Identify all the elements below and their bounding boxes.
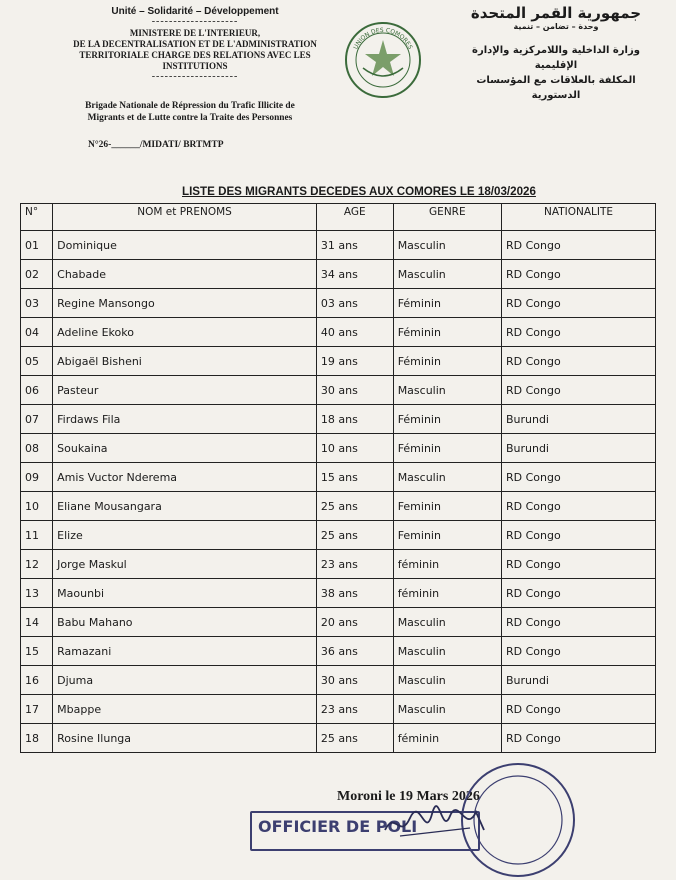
header-gender: GENRE — [393, 204, 501, 231]
ministry-name — [60, 28, 330, 72]
arabic-ministry-line: الدستورية — [531, 90, 581, 101]
row-gender: Masculin — [393, 608, 501, 637]
row-nationality: RD Congo — [501, 521, 655, 550]
row-age: 25 ans — [316, 724, 393, 753]
row-age: 23 ans — [316, 695, 393, 724]
table-row — [21, 579, 656, 608]
row-nationality: RD Congo — [501, 492, 655, 521]
row-nationality: RD Congo — [501, 724, 655, 753]
row-age: 25 ans — [316, 492, 393, 521]
row-age: 25 ans — [316, 521, 393, 550]
table-row — [21, 260, 656, 289]
row-nationality: RD Congo — [501, 695, 655, 724]
arabic-ministry-line: المكلفة بالعلاقات مع المؤسسات — [476, 75, 636, 86]
row-number: 12 — [21, 550, 53, 579]
row-nationality: RD Congo — [501, 376, 655, 405]
seal-text: UNION DES COMORES — [352, 26, 414, 51]
row-age: 18 ans — [316, 405, 393, 434]
ministry-line: TERRITORIALE CHARGE DES RELATIONS AVEC LES — [79, 50, 311, 60]
table-row — [21, 724, 656, 753]
row-number: 13 — [21, 579, 53, 608]
table-row — [21, 289, 656, 318]
row-gender: féminin — [393, 724, 501, 753]
row-name: Mbappe — [53, 695, 317, 724]
row-number: 08 — [21, 434, 53, 463]
table-row — [21, 347, 656, 376]
arabic-motto: وحدة – تضامن – تنمية — [513, 22, 599, 31]
header-left — [60, 0, 330, 83]
row-gender: Masculin — [393, 231, 501, 260]
row-name: Maounbi — [53, 579, 317, 608]
row-nationality: Burundi — [501, 405, 655, 434]
row-gender: Féminin — [393, 434, 501, 463]
row-name: Amis Vuctor Nderema — [53, 463, 317, 492]
row-age: 23 ans — [316, 550, 393, 579]
brigade-line: Brigade Nationale de Répression du Trafic Illicite de — [85, 101, 295, 111]
row-name: Soukaina — [53, 434, 317, 463]
row-number: 16 — [21, 666, 53, 695]
ministry-line: INSTITUTIONS — [162, 61, 228, 71]
row-age: 15 ans — [316, 463, 393, 492]
row-name: Regine Mansongo — [53, 289, 317, 318]
row-number: 15 — [21, 637, 53, 666]
header-age: AGE — [316, 204, 393, 231]
row-gender: Féminin — [393, 318, 501, 347]
row-age: 03 ans — [316, 289, 393, 318]
table-row — [21, 231, 656, 260]
row-gender: Féminin — [393, 347, 501, 376]
row-number: 04 — [21, 318, 53, 347]
row-nationality: RD Congo — [501, 260, 655, 289]
row-name: Chabade — [53, 260, 317, 289]
row-name: Adeline Ekoko — [53, 318, 317, 347]
row-name: Babu Mahano — [53, 608, 317, 637]
row-number: 03 — [21, 289, 53, 318]
row-name: Dominique — [53, 231, 317, 260]
table-row — [21, 695, 656, 724]
table-row — [21, 405, 656, 434]
row-gender: Masculin — [393, 666, 501, 695]
row-age: 30 ans — [316, 666, 393, 695]
table-row — [21, 608, 656, 637]
row-nationality: RD Congo — [501, 608, 655, 637]
place-and-date: Moroni le 19 Mars 2026 — [337, 789, 480, 804]
motto: Unité – Solidarité – Développement — [111, 6, 279, 17]
row-gender: Féminin — [393, 289, 501, 318]
ministry-line: DE LA DECENTRALISATION ET DE L'ADMINISTRATION — [73, 39, 317, 49]
table-row — [21, 434, 656, 463]
row-number: 09 — [21, 463, 53, 492]
row-name: Djuma — [53, 666, 317, 695]
row-name: Jorge Maskul — [53, 550, 317, 579]
row-gender: féminin — [393, 579, 501, 608]
divider: -------------------- — [151, 16, 239, 27]
row-gender: Masculin — [393, 637, 501, 666]
arabic-country-name: جمهورية القمر المتحدة — [470, 4, 642, 22]
table-row — [21, 666, 656, 695]
row-name: Abigaël Bisheni — [53, 347, 317, 376]
header-right-arabic — [440, 0, 672, 103]
divider: -------------------- — [151, 71, 239, 82]
row-nationality: RD Congo — [501, 550, 655, 579]
row-nationality: RD Congo — [501, 637, 655, 666]
header-nationality: NATIONALITE — [501, 204, 655, 231]
row-age: 10 ans — [316, 434, 393, 463]
row-gender: Masculin — [393, 463, 501, 492]
reference-number: N°26-______/MIDATI/ BRTMTP — [88, 140, 224, 150]
arabic-ministry-name — [440, 43, 672, 103]
row-name: Eliane Mousangara — [53, 492, 317, 521]
row-age: 38 ans — [316, 579, 393, 608]
row-nationality: RD Congo — [501, 289, 655, 318]
row-nationality: Burundi — [501, 434, 655, 463]
row-nationality: RD Congo — [501, 347, 655, 376]
row-number: 02 — [21, 260, 53, 289]
table-header-row — [21, 204, 656, 231]
row-gender: Masculin — [393, 695, 501, 724]
row-age: 20 ans — [316, 608, 393, 637]
row-name: Pasteur — [53, 376, 317, 405]
row-number: 14 — [21, 608, 53, 637]
signature-icon — [380, 800, 490, 846]
row-gender: Feminin — [393, 492, 501, 521]
table-row — [21, 637, 656, 666]
row-nationality: RD Congo — [501, 231, 655, 260]
row-number: 06 — [21, 376, 53, 405]
row-gender: Feminin — [393, 521, 501, 550]
table-row — [21, 463, 656, 492]
table-row — [21, 376, 656, 405]
row-nationality: RD Congo — [501, 579, 655, 608]
brigade-line: Migrants et de Lutte contre la Traite des Personnes — [87, 113, 293, 123]
row-name: Ramazani — [53, 637, 317, 666]
table-row — [21, 521, 656, 550]
row-nationality: Burundi — [501, 666, 655, 695]
migrants-table — [20, 203, 656, 753]
row-number: 07 — [21, 405, 53, 434]
row-number: 01 — [21, 231, 53, 260]
row-gender: féminin — [393, 550, 501, 579]
table-row — [21, 550, 656, 579]
row-nationality: RD Congo — [501, 463, 655, 492]
row-gender: Masculin — [393, 376, 501, 405]
row-nationality: RD Congo — [501, 318, 655, 347]
row-name: Firdaws Fila — [53, 405, 317, 434]
row-age: 34 ans — [316, 260, 393, 289]
table-row — [21, 492, 656, 521]
list-title: LISTE DES MIGRANTS DECEDES AUX COMORES LE 18/03/2026 — [182, 185, 536, 198]
row-name: Elize — [53, 521, 317, 550]
arabic-ministry-line: الإقليمية — [534, 60, 578, 71]
row-age: 36 ans — [316, 637, 393, 666]
row-age: 40 ans — [316, 318, 393, 347]
brigade-name — [40, 100, 340, 124]
row-number: 10 — [21, 492, 53, 521]
row-gender: Féminin — [393, 405, 501, 434]
header-number: N° — [21, 204, 53, 231]
row-age: 19 ans — [316, 347, 393, 376]
row-age: 31 ans — [316, 231, 393, 260]
officer-stamp-text: OFFICIER DE POLI — [258, 817, 418, 836]
table-row — [21, 318, 656, 347]
row-number: 18 — [21, 724, 53, 753]
row-name: Rosine Ilunga — [53, 724, 317, 753]
row-gender: Masculin — [393, 260, 501, 289]
ministry-line: MINISTERE DE L'INTERIEUR, — [129, 28, 261, 38]
row-number: 17 — [21, 695, 53, 724]
row-age: 30 ans — [316, 376, 393, 405]
national-seal-icon — [343, 20, 423, 100]
header-name: NOM et PRENOMS — [53, 204, 317, 231]
row-number: 11 — [21, 521, 53, 550]
arabic-ministry-line: وزارة الداخلية واللامركزية والإدارة — [472, 45, 640, 56]
row-number: 05 — [21, 347, 53, 376]
